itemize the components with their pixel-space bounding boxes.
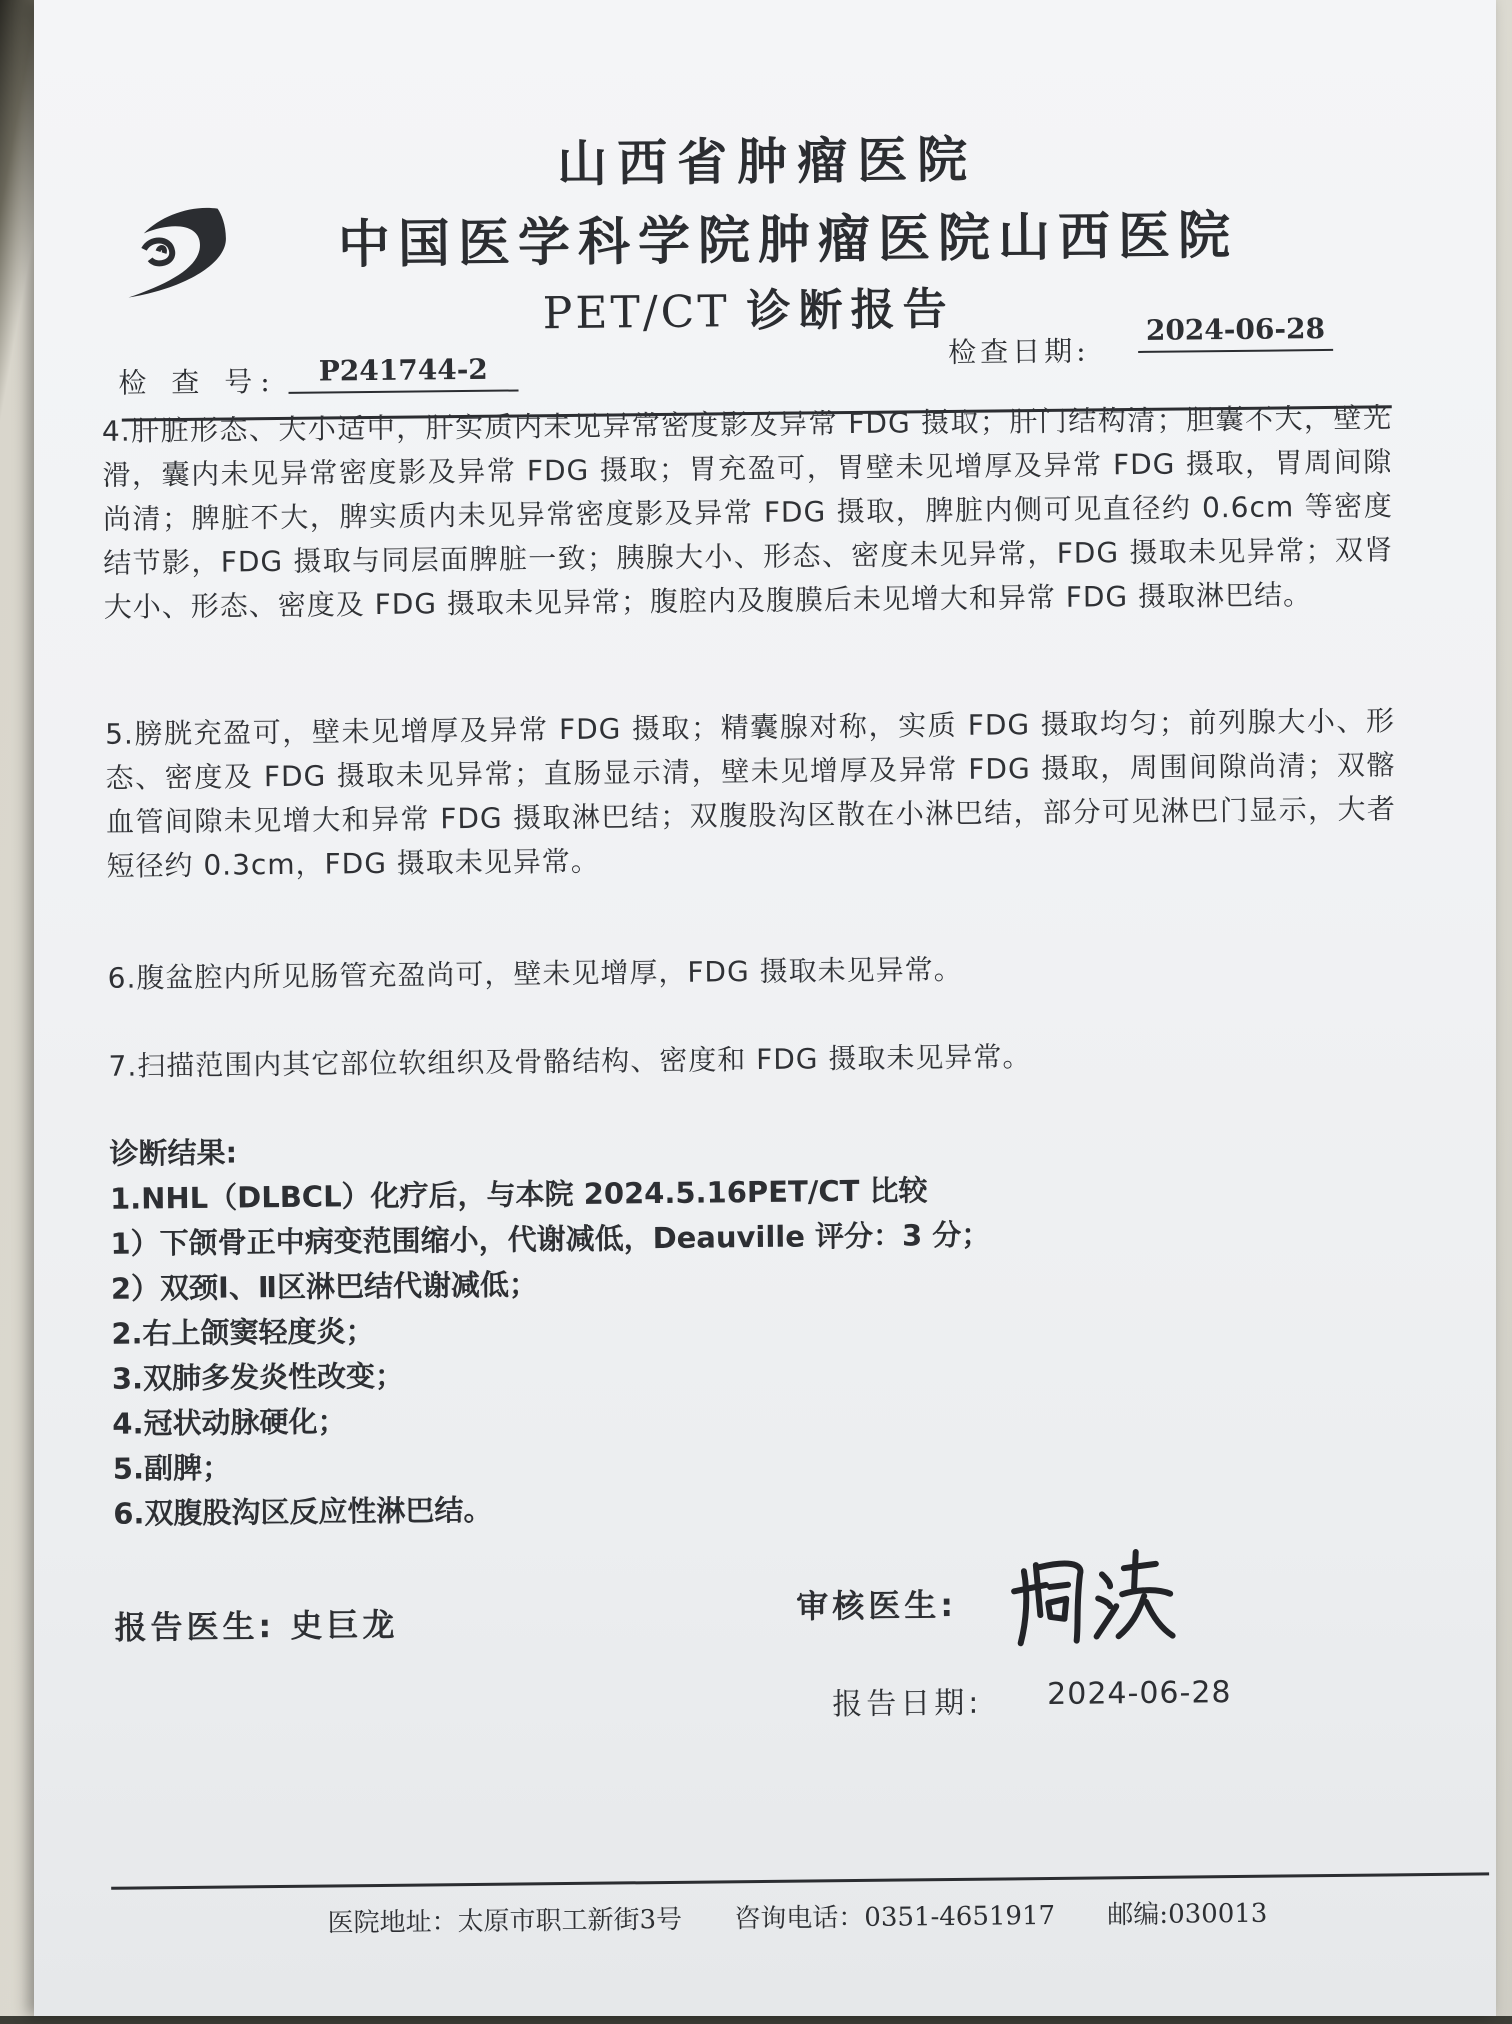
exam-date-value: 2024-06-28 xyxy=(1138,312,1333,353)
finding-paragraph: 4.肝脏形态、大小适中，肝实质内未见异常密度影及异常 FDG 摄取；肝门结构清；胆囊不大，壁光滑，囊内未见异常密度影及异常 FDG 摄取；胃充盈可，胃壁未见增厚及异常 FDG 摄取，胃周间隙尚清；脾脏不大，脾实质内未见异常密度影及异常 FDG 摄取，脾脏内侧可见直径约 0.6cm 等密度结节影，FDG 摄取与同层面脾脏一致；胰腺大小、形态、密度未见异常，FDG 摄取未见异常；双肾大小、形态、密度及 FDG 摄取未见异常；腹腔内及腹膜后未见增大和异常 FDG 摄取淋巴结。 xyxy=(101,401,1394,624)
report-date-label: 报告日期: xyxy=(832,1685,983,1723)
diagnosis-item: 3.双肺多发炎性改变； xyxy=(111,1358,405,1396)
diagnosis-item: 6.双腹股沟区反应性淋巴结。 xyxy=(113,1492,493,1531)
footer-address: 医院地址：太原市职工新街3号 xyxy=(327,1904,683,1939)
finding-paragraph: 5.膀胱充盈可，壁未见增厚及异常 FDG 摄取；精囊腺对称，实质 FDG 摄取均匀；前列腺大小、形态、密度及 FDG 摄取未见异常；直肠显示清，壁未见增厚及异常 FDG 摄取，周围间隙尚清；双髂血管间隙未见增大和异常 FDG 摄取淋巴结；双腹股沟区散在小淋巴结，部分可见淋巴门显示，大者短径约 0.3cm，FDG 摄取未见异常。 xyxy=(104,704,1397,883)
review-doctor-signature xyxy=(1006,1544,1177,1656)
report-title-prefix: PET/CT xyxy=(542,286,730,340)
report-title-text: 诊断报告 xyxy=(746,283,955,338)
report-doctor xyxy=(114,1600,398,1649)
review-doctor-label: 审核医生: xyxy=(796,1585,958,1626)
hospital-name: 山西省肿瘤医院 xyxy=(556,129,978,194)
footer xyxy=(327,1892,1311,1939)
hospital-name-secondary: 中国医学科学院肿瘤医院山西医院 xyxy=(337,204,1239,276)
diagnosis-item: 1.NHL（DLBCL）化疗后，与本院 2024.5.16PET/CT 比较 xyxy=(109,1173,928,1216)
report-doctor-name: 史巨龙 xyxy=(290,1605,399,1645)
report-date-value: 2024-06-28 xyxy=(1047,1675,1232,1712)
diagnosis-item: 2.右上颌窦轻度炎； xyxy=(111,1314,375,1351)
footer-divider xyxy=(111,1872,1489,1889)
finding-paragraph: 7.扫描范围内其它部位软组织及骨骼结构、密度和 FDG 摄取未见异常。 xyxy=(108,1040,1032,1083)
exam-number-value: P241744-2 xyxy=(288,352,518,393)
finding-paragraph: 6.腹盆腔内所见肠管充盈尚可，壁未见增厚，FDG 摄取未见异常。 xyxy=(107,952,963,995)
diagnosis-section xyxy=(109,1119,1363,1537)
exam-date-label: 检查日期: xyxy=(947,334,1090,369)
footer-phone: 咨询电话：0351-4651917 xyxy=(734,1900,1056,1935)
footer-postcode: 邮编:030013 xyxy=(1107,1898,1268,1931)
diagnosis-item: 2）双颈Ⅰ、Ⅱ区淋巴结代谢减低； xyxy=(110,1267,539,1306)
diagnosis-item: 1）下颌骨正中病变范围缩小，代谢减低，Deauville 评分：3 分； xyxy=(110,1217,991,1261)
report-doctor-label: 报告医生: xyxy=(114,1607,276,1647)
exam-number-label: 检 查 号: xyxy=(118,364,278,400)
diagnosis-item: 4.冠状动脉硬化； xyxy=(112,1404,347,1441)
diagnosis-heading: 诊断结果: xyxy=(109,1135,238,1171)
diagnosis-item: 5.副脾； xyxy=(112,1450,232,1486)
